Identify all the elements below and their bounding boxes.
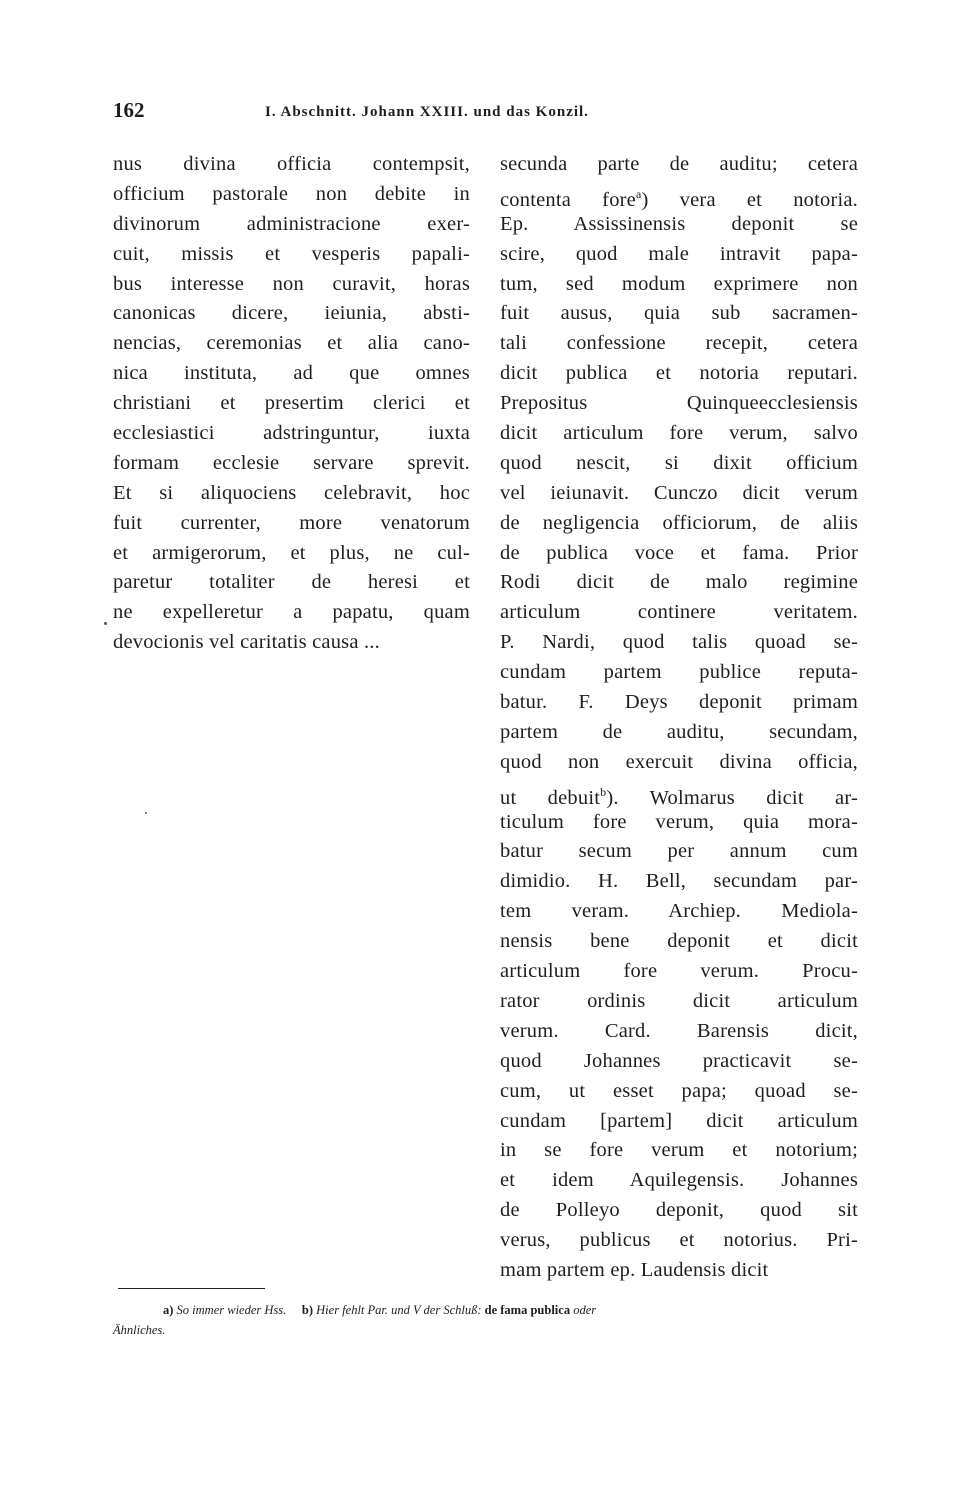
stray-mark [104, 622, 107, 625]
text-line: tali confessione recepit, cetera [500, 332, 858, 355]
footnote-b-quote: de fama publica [484, 1303, 571, 1317]
text-line: de negligencia officiorum, de aliis [500, 511, 858, 534]
footnote-a-label: a) [163, 1303, 174, 1317]
footnote-a-text: So immer wieder Hss. [176, 1303, 287, 1317]
text-line: vel ieiunavit. Cunczo dicit verum [500, 481, 858, 504]
text-line: ne expelleretur a papatu, quam [113, 601, 470, 624]
text-line: scire, quod male intravit papa- [500, 242, 858, 265]
text-line: dimidio. H. Bell, secundam par- [500, 870, 858, 893]
text-line: canonicas dicere, ieiunia, absti- [113, 302, 470, 325]
text-line: devocionis vel caritatis causa ... [113, 631, 380, 654]
left-column [113, 150, 470, 658]
footnote-reference: a [635, 186, 642, 201]
text-line: fuit currenter, more venatorum [113, 511, 470, 534]
text-line: tem veram. Archiep. Mediola- [500, 900, 858, 923]
footnote-b-tail: oder [573, 1303, 597, 1317]
text-line: nencias, ceremonias et alia cano- [113, 332, 470, 355]
text-line: Et si aliquociens celebravit, hoc [113, 481, 470, 504]
text-line: cuit, missis et vesperis papali- [113, 242, 470, 265]
footnote-line [113, 1300, 858, 1320]
text-line: Prepositus Quinqueecclesiensis [500, 392, 858, 415]
footnotes [113, 1300, 858, 1340]
text-line: mam partem ep. Laudensis dicit [500, 1258, 769, 1281]
text-segment: ). Wolmarus dicit ar- [606, 786, 858, 809]
text-line: formam ecclesie servare sprevit. [113, 451, 470, 474]
text-line: quod Johannes practicavit se- [500, 1049, 858, 1072]
text-line: officium pastorale non debite in [113, 182, 470, 205]
stray-mark [145, 812, 147, 814]
text-line: dicit articulum fore verum, salvo [500, 422, 858, 445]
text-line: ut debuit$^b$). Wolmarus dicit ar- [500, 784, 858, 809]
footnote-b-label: b) [301, 1303, 314, 1317]
text-line: et idem Aquilegensis. Johannes [500, 1169, 858, 1192]
footnote-b-text: Hier fehlt Par. und V der Schluß: [316, 1303, 482, 1317]
text-line: Rodi dicit de malo regimine [500, 571, 858, 594]
text-line: quod non exercuit divina officia, [500, 750, 858, 773]
text-line: ticulum fore verum, quia mora- [500, 810, 858, 833]
text-line: bus interesse non curavit, horas [113, 272, 470, 295]
text-line: dicit publica et notoria reputari. [500, 362, 858, 385]
text-line: ecclesiastici adstringuntur, iuxta [113, 422, 470, 445]
text-line: verum. Card. Barensis dicit, [500, 1019, 858, 1042]
text-line: articulum continere veritatem. [500, 601, 858, 624]
text-line: secunda parte de auditu; cetera [500, 153, 858, 175]
text-line: christiani et presertim clerici et [113, 392, 470, 415]
running-title: I. Abschnitt. Johann XXIII. und das Konzil. [265, 104, 589, 120]
text-line: batur. F. Deys deponit primam [500, 691, 858, 714]
text-line: Ep. Assissinensis deponit se [500, 212, 858, 235]
text-line: fuit ausus, quia sub sacramen- [500, 302, 858, 325]
text-line: de publica voce et fama. Prior [500, 541, 858, 564]
text-line: de Polleyo deponit, quod sit [500, 1199, 858, 1222]
text-line: nensis bene deponit et dicit [500, 930, 858, 953]
page-header [113, 98, 858, 132]
text-line: partem de auditu, secundam, [500, 720, 858, 743]
text-line: cundam [partem] dicit articulum [500, 1109, 858, 1132]
text-segment: ) vera et notoria. [641, 188, 859, 211]
footnote-reference: b [600, 784, 607, 799]
text-line: divinorum administracione exer- [113, 212, 470, 235]
text-line: paretur totaliter de heresi et [113, 571, 470, 594]
text-line: articulum fore verum. Procu- [500, 960, 858, 983]
text-line: batur secum per annum cum [500, 840, 858, 863]
text-line: nica instituta, ad que omnes [113, 362, 470, 385]
text-line: cum, ut esset papa; quoad se- [500, 1079, 858, 1102]
page-number: 162 [113, 98, 145, 122]
text-line: quod nescit, si dixit officium [500, 451, 858, 474]
text-line: nus divina officia contempsit, [113, 153, 470, 175]
text-line: P. Nardi, quod talis quoad se- [500, 631, 858, 654]
footnote-b-continued: Ähnliches. [113, 1323, 166, 1337]
text-line: in se fore verum et notorium; [500, 1139, 858, 1162]
text-line: rator ordinis dicit articulum [500, 989, 858, 1012]
text-line: contenta fore$^a$) vera et notoria. [500, 186, 859, 211]
text-line: verus, publicus et notorius. Pri- [500, 1229, 858, 1252]
right-column [500, 150, 858, 1286]
text-line: tum, sed modum exprimere non [500, 272, 858, 295]
footnote-divider [118, 1288, 265, 1289]
text-line: et armigerorum, et plus, ne cul- [113, 541, 470, 564]
text-line: cundam partem publice reputa- [500, 661, 858, 684]
